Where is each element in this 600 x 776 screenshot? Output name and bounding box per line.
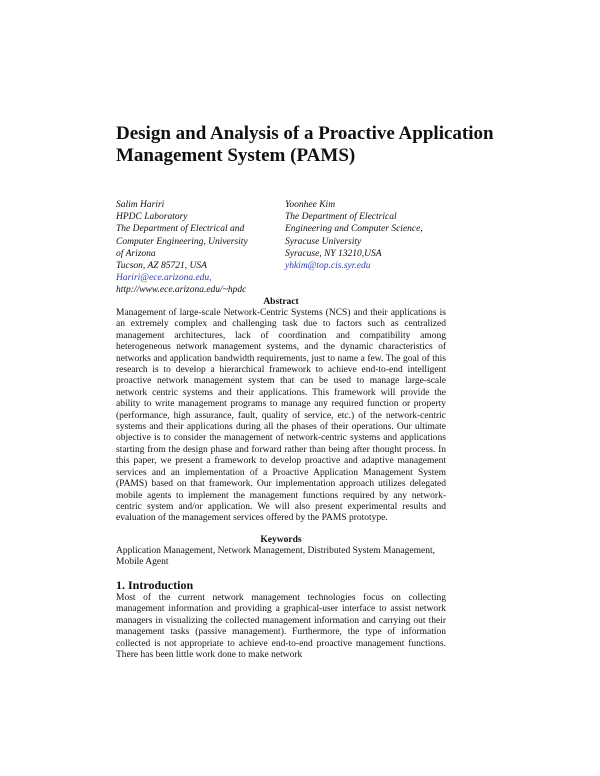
author-affiliation-line: The Department of Electrical [285, 212, 397, 223]
author-email-link[interactable]: Hariri@ece.arizona.edu, [116, 273, 212, 284]
author-affiliation-line: Syracuse University [285, 236, 362, 247]
author-block-kim [285, 199, 485, 272]
abstract-heading: Abstract [263, 297, 299, 307]
author-name: Salim Hariri [116, 200, 165, 210]
author-web-link[interactable]: http://www.ece.arizona.edu/~hpdc [116, 285, 247, 296]
author-affiliation-line: Engineering and Computer Science, [285, 224, 423, 235]
author-address: Tucson, AZ 85721, USA [116, 261, 207, 272]
author-address: Syracuse, NY 13210,USA [285, 248, 382, 259]
section-title-introduction: 1. Introduction [116, 578, 194, 592]
keywords-text: Application Management, Network Management, Distributed System Management, Mobile Agent [116, 546, 435, 568]
keywords-heading: Keywords [260, 535, 302, 545]
author-affiliation-line: Computer Engineering, University [116, 236, 248, 247]
abstract-text: Management of large-scale Network-Centric Systems (NCS) and their applications is an extremely complex and challenging task due to factors such as centralized management architectures, lack of coordination and compatibility among heterogeneous network management systems, and the dynamic characteristics of networks and application bandwidth requirements, just to name a few. The goal of this research is to develop a hierarchical framework to achieve end-to-end intelligent proactive network management system that can be used to manage large-scale network centric systems and their applications. This framework will provide the ability to write management programs to manage any required function or property (performance, high assurance, fault, quality of service, etc.) of the network-centric systems and their applications during all the phases of their operations. Our ultimate objective is to consider the management of network-centric systems and applications starting from the design phase and forward rather than being after thought process. In this paper, we present a framework to develop proactive and adaptive management services and an implementation of a Proactive Application Management System (PAMS) based on that framework. Our implementation approach utilizes delegated mobile agents to implement the management functions required by any network-centric system and/or application. We will also present experimental results and evaluation of the management services offered by the PAMS prototype. [116, 308, 446, 524]
author-affiliation-line: The Department of Electrical and [116, 224, 245, 235]
author-name: Yoonhee Kim [285, 200, 336, 210]
author-email-link[interactable]: yhkim@top.cis.syr.edu [285, 261, 371, 272]
introduction-text: Most of the current network management technologies focus on collecting management information and providing a graphical-user interface to assist network managers in visualizing the collected management information and carrying out their management tasks (passive management). Furthermore, the type of information collected is not appropriate to achieve end-to-end proactive management functions. There has been little work done to make network [116, 593, 446, 661]
author-block-hariri [116, 199, 286, 297]
author-affiliation-line: HPDC Laboratory [116, 212, 188, 223]
paper-title: Design and Analysis of a Proactive Application Management System (PAMS) [116, 123, 494, 166]
author-affiliation-line: of Arizona [116, 248, 156, 259]
